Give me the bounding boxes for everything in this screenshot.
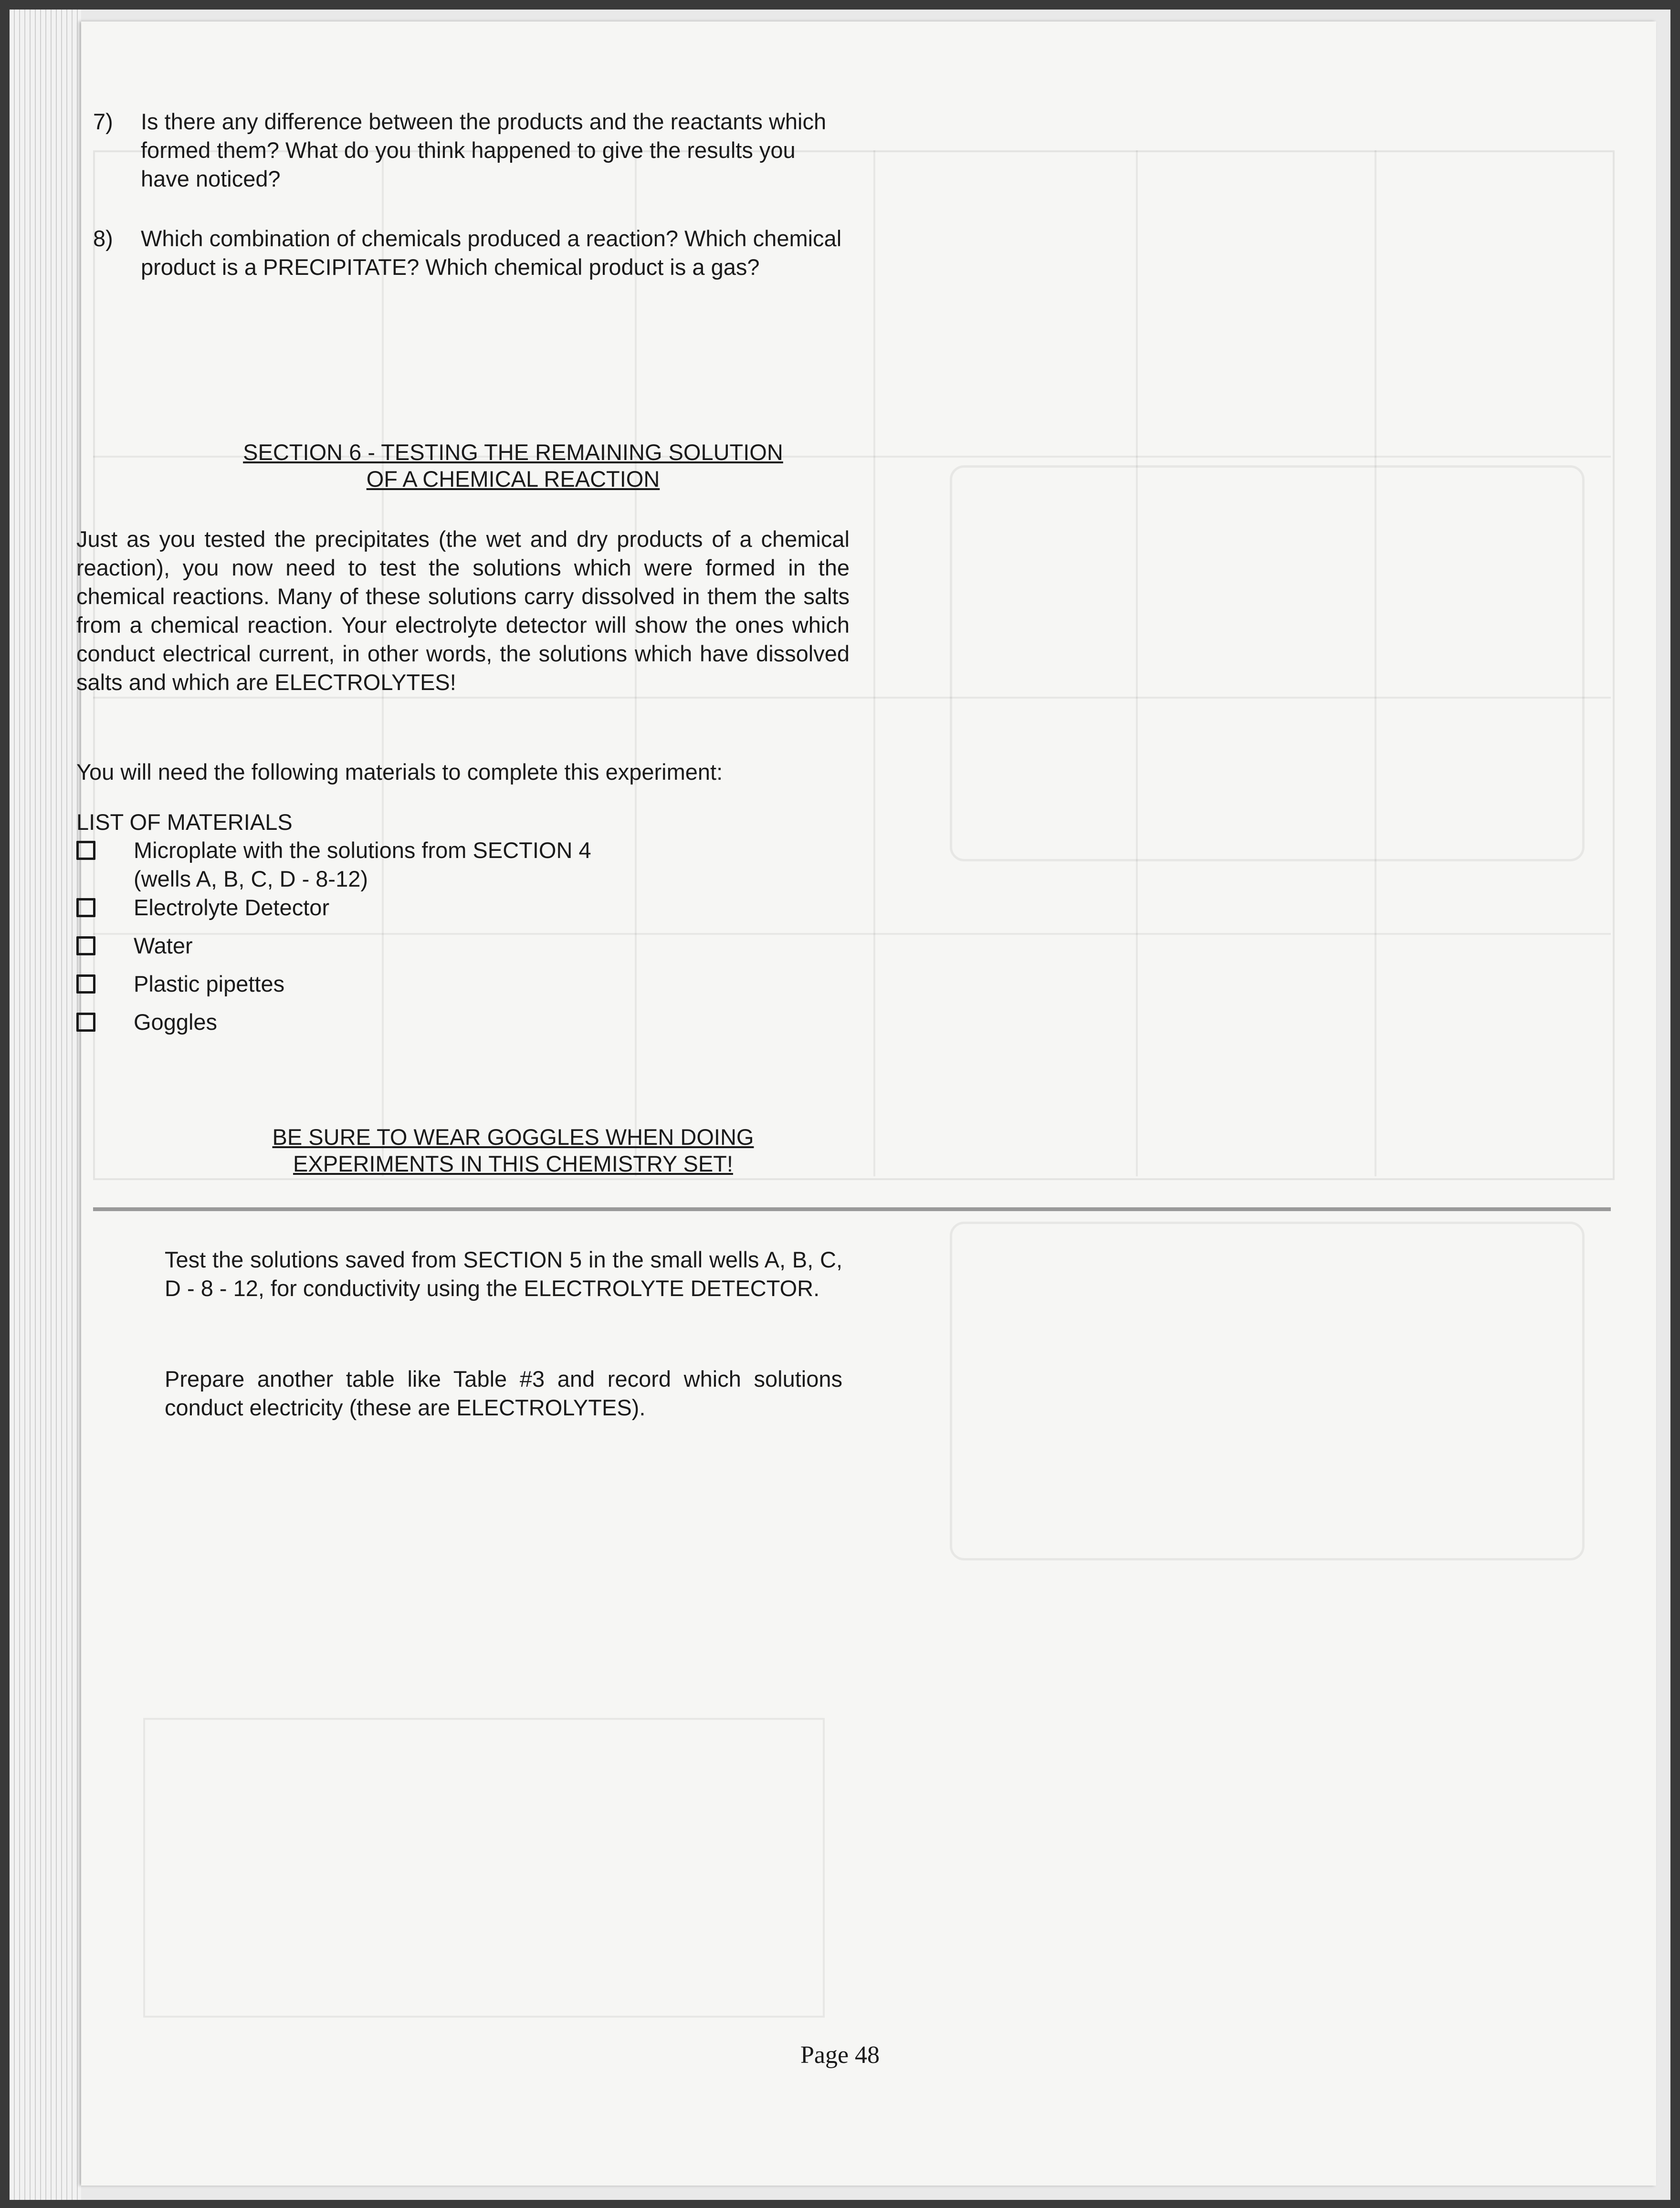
question-7 (93, 107, 857, 203)
warning-line: EXPERIMENTS IN THIS CHEMISTRY SET! (293, 1151, 733, 1176)
list-item (76, 970, 850, 1008)
list-item-label: Goggles (134, 1009, 218, 1035)
list-item-label: Plastic pipettes (134, 971, 285, 996)
list-item-line: Microplate with the solutions from SECTION 4 (134, 837, 591, 863)
bleed-through-microplate (950, 1222, 1585, 1560)
question-number: 8) (93, 226, 113, 251)
list-item (76, 836, 850, 893)
instruction-paragraph: Test the solutions saved from SECTION 5 in the small wells A, B, C, D - 8 - 12, for conductivity using the ELECTROLYTE DETECTOR. (165, 1247, 842, 1301)
section-heading (172, 439, 854, 492)
page-number: Page 48 (800, 2041, 880, 2069)
section-intro: Just as you tested the precipitates (the wet and dry products of a chemical reaction), you now need to test the solutions which were formed in the chemical reactions. Many of these solutions carry dissolved in them the salts from a chemical reaction. Your electrolyte detector will show the ones which conduct electrical current, in other words, the solutions which have dissolved salts and which are ELECTROLYTES! (76, 526, 850, 695)
section-heading-line: SECTION 6 - TESTING THE REMAINING SOLUTION (243, 440, 783, 465)
bleed-through-microplate (950, 465, 1585, 861)
goggles-warning (172, 1124, 854, 1177)
list-item (76, 1008, 850, 1046)
section-heading-line: OF A CHEMICAL REACTION (366, 466, 660, 492)
list-item (76, 893, 850, 931)
list-item-label: Water (134, 933, 193, 958)
checkbox-icon (76, 936, 95, 955)
page-edges (10, 10, 81, 2200)
question-text: Which combination of chemicals produced a reaction? Which chemical product is a PRECIPITATE? Which chemical product is a gas? (141, 226, 842, 280)
question-text: Is there any difference between the products and the reactants which formed them? What do you think happened to give the results you have noticed? (141, 109, 827, 191)
question-number: 7) (93, 109, 113, 134)
list-item-line: (wells A, B, C, D - 8-12) (134, 866, 368, 891)
section-divider (93, 1207, 1611, 1211)
checkbox-icon (76, 898, 95, 917)
bleed-through-box (143, 1718, 825, 2018)
list-item-label: Electrolyte Detector (134, 895, 330, 920)
materials-intro: You will need the following materials to complete this experiment: (76, 759, 723, 785)
materials-list-title: LIST OF MATERIALS (76, 809, 293, 835)
materials-list (76, 836, 850, 1046)
checkbox-icon (76, 1013, 95, 1032)
list-item-label (134, 836, 850, 893)
checkbox-icon (76, 974, 95, 994)
bleed-through-rule (873, 150, 875, 1176)
checkbox-icon (76, 841, 95, 860)
question-8 (93, 224, 857, 320)
warning-line: BE SURE TO WEAR GOGGLES WHEN DOING (272, 1124, 754, 1150)
list-item (76, 931, 850, 970)
instruction-paragraph: Prepare another table like Table #3 and record which solutions conduct electricity (these are ELECTROLYTES). (165, 1366, 842, 1420)
